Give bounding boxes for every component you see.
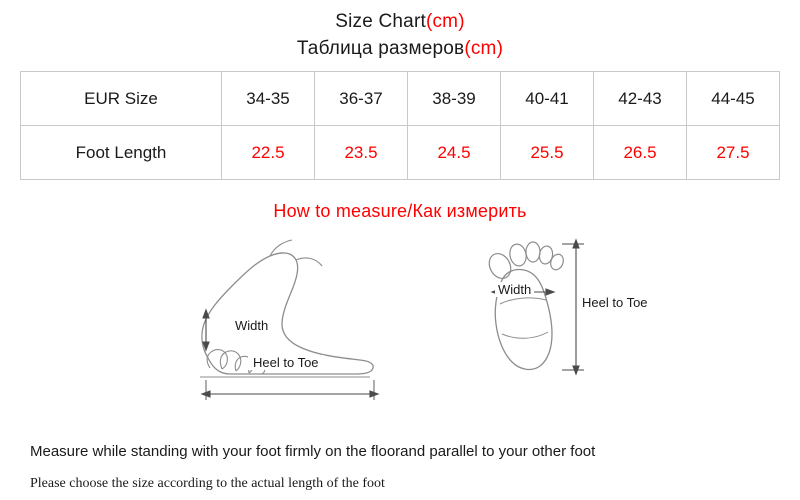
note-size-choice: Please choose the size according to the actual length of the foot bbox=[30, 476, 385, 491]
title-english-unit: (cm) bbox=[425, 11, 465, 32]
foot-length-cell-1: 22.5 bbox=[222, 126, 315, 180]
title-russian-text: Таблица размеров bbox=[296, 38, 465, 59]
table-row-eur-size bbox=[21, 72, 780, 126]
size-table bbox=[20, 71, 780, 180]
foot-length-cell-4: 25.5 bbox=[501, 126, 594, 180]
eur-size-cell-1: 34-35 bbox=[222, 72, 315, 126]
foot-side-view-diagram bbox=[170, 228, 400, 408]
eur-size-cell-3: 38-39 bbox=[408, 72, 501, 126]
width-arrow-side bbox=[203, 310, 209, 350]
foot-length-cell-5: 26.5 bbox=[594, 126, 687, 180]
foot-top-view-svg bbox=[450, 228, 680, 403]
title-russian bbox=[0, 35, 800, 62]
row-header-eur-size: EUR Size bbox=[21, 72, 222, 126]
top-view-width-label: Width bbox=[495, 282, 534, 297]
note-measure-instruction: Measure while standing with your foot firmly on the floorand parallel to your other foot bbox=[30, 443, 596, 460]
title-english bbox=[0, 8, 800, 35]
footer-notes bbox=[0, 443, 800, 492]
side-view-width-label: Width bbox=[232, 318, 271, 333]
foot-length-cell-3: 24.5 bbox=[408, 126, 501, 180]
length-arrow-top bbox=[562, 240, 584, 374]
eur-size-cell-4: 40-41 bbox=[501, 72, 594, 126]
eur-size-cell-5: 42-43 bbox=[594, 72, 687, 126]
row-header-foot-length: Foot Length bbox=[21, 126, 222, 180]
foot-top-view-diagram bbox=[450, 228, 680, 408]
foot-length-cell-6: 27.5 bbox=[687, 126, 780, 180]
foot-length-cell-2: 23.5 bbox=[315, 126, 408, 180]
side-view-length-label: Heel to Toe bbox=[248, 355, 324, 370]
length-arrow-side bbox=[202, 380, 378, 400]
how-to-measure-heading: How to measure/Как измерить bbox=[273, 201, 527, 221]
diagrams-area bbox=[0, 228, 800, 403]
title-russian-unit: (cm) bbox=[464, 38, 504, 59]
table-row-foot-length bbox=[21, 126, 780, 180]
eur-size-cell-6: 44-45 bbox=[687, 72, 780, 126]
foot-side-view-svg bbox=[170, 228, 400, 403]
eur-size-cell-2: 36-37 bbox=[315, 72, 408, 126]
title-block bbox=[0, 0, 800, 62]
title-english-text: Size Chart bbox=[335, 11, 426, 32]
top-view-length-label: Heel to Toe bbox=[582, 295, 648, 310]
